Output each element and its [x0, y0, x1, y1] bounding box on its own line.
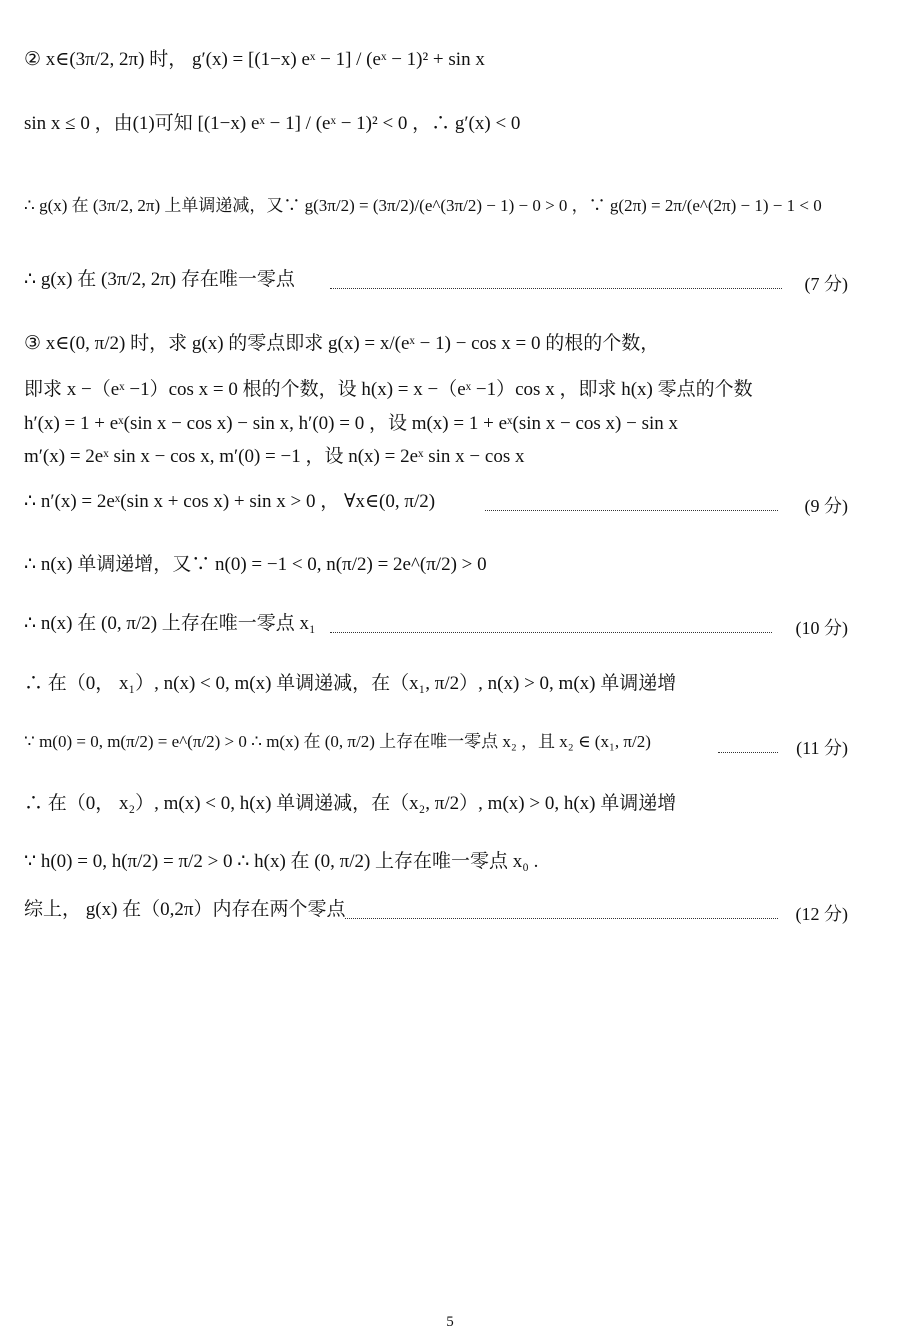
solution-line-2 [24, 112, 864, 136]
solution-line-1 [24, 48, 864, 72]
solution-line-13 [24, 732, 864, 752]
page-number: 5 [446, 1314, 454, 1330]
solution-line-10 [24, 553, 864, 577]
math-text: m′(x) = 2eˣ sin x − cos x, m′(0) = −1 ，设 n(x) = 2eˣ sin x − cos x [24, 446, 525, 467]
math-text: 综上， g(x) 在（0,2π）内存在两个零点 [24, 899, 346, 920]
leader-dots [718, 752, 778, 753]
math-text: ∴ 在（0， x₂）, m(x) < 0, h(x) 单调递减，在（x₂, π/2）, m(x) > 0, h(x) 单调递增 [24, 793, 677, 814]
math-text: ∴ g(x) 在 (3π/2, 2π) 存在唯一零点 [24, 269, 295, 290]
math-text: sin x ≤ 0 ，由(1)可知 [(1−x) eˣ − 1] / (eˣ − 1)² < 0 ，∴ g′(x) < 0 [24, 113, 521, 134]
math-text: ∵ h(0) = 0, h(π/2) = π/2 > 0 ∴ h(x) 在 (0, π/2) 上存在唯一零点 x₀ . [24, 851, 539, 872]
score-label: (10 分) [795, 618, 848, 638]
solution-line-15 [24, 850, 864, 874]
score-label: (12 分) [795, 904, 848, 924]
solution-line-14 [24, 792, 864, 816]
score-label: (7 分) [804, 274, 848, 294]
solution-line-6 [24, 378, 864, 402]
leader-dots [330, 288, 782, 289]
math-text: ∵ m(0) = 0, m(π/2) = e^(π/2) > 0 ∴ m(x) 在 (0, π/2) 上存在唯一零点 x₂ ，且 x₂ ∈ (x₁, π/2) [24, 732, 651, 751]
score-label: (9 分) [804, 496, 848, 516]
solution-line-12 [24, 672, 864, 696]
math-text: ∴ n′(x) = 2eˣ(sin x + cos x) + sin x > 0 ， ∀x∈(0, π/2) [24, 491, 436, 512]
math-text: 即求 x −（eˣ −1）cos x = 0 根的个数，设 h(x) = x −（eˣ −1）cos x ，即求 h(x) 零点的个数 [24, 379, 753, 400]
solution-line-3 [24, 196, 864, 216]
solution-line-5 [24, 332, 864, 356]
solution-line-8 [24, 445, 864, 469]
leader-dots [485, 510, 778, 511]
math-text: ∴ 在（0， x₁）, n(x) < 0, m(x) 单调递减，在（x₁, π/2）, n(x) > 0, m(x) 单调递增 [24, 673, 677, 694]
leader-dots [345, 918, 778, 919]
leader-dots [330, 632, 772, 633]
math-text: ∴ n(x) 在 (0, π/2) 上存在唯一零点 x₁ [24, 613, 316, 634]
score-label: (11 分) [796, 738, 848, 758]
math-text: ∴ g(x) 在 (3π/2, 2π) 上单调递减，又∵ g(3π/2) = (3π/2)/(e^(3π/2) − 1) − 0 > 0 ，∵ g(2π) = 2π/(e^(2π) − 1) − 1 < 0 [24, 196, 822, 215]
solution-line-7 [24, 412, 864, 436]
math-text: ② x∈(3π/2, 2π) 时， g′(x) = [(1−x) eˣ − 1] / (eˣ − 1)² + sin x [24, 49, 485, 70]
math-text: h′(x) = 1 + eˣ(sin x − cos x) − sin x, h′(0) = 0 ，设 m(x) = 1 + eˣ(sin x − cos x) − sin x [24, 413, 678, 434]
math-text: ③ x∈(0, π/2) 时，求 g(x) 的零点即求 g(x) = x/(eˣ − 1) − cos x = 0 的根的个数， [24, 333, 660, 354]
math-text: ∴ n(x) 单调递增，又∵ n(0) = −1 < 0, n(π/2) = 2e^(π/2) > 0 [24, 554, 487, 575]
